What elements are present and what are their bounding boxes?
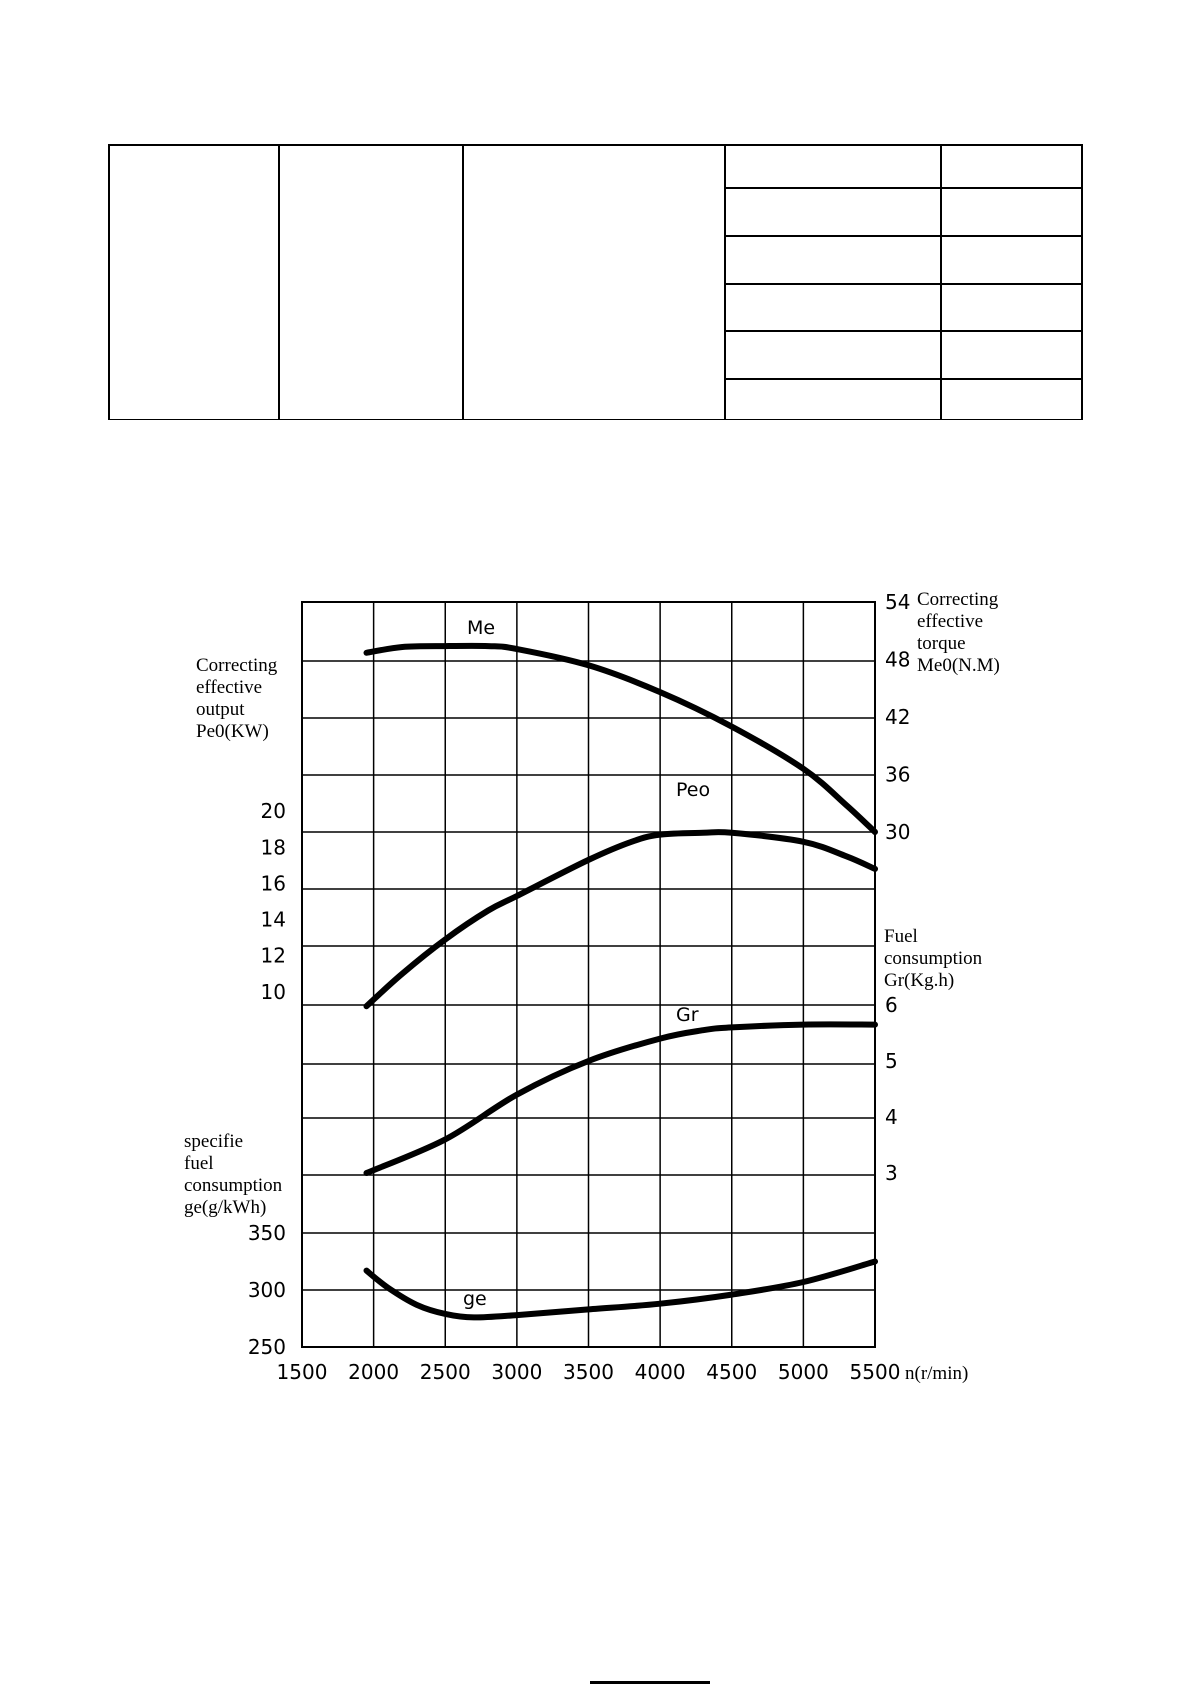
series-label-Me: Me [467, 617, 496, 639]
left-tick-label-Pe0: 12 [260, 943, 286, 968]
x-tick-label: 2000 [348, 1360, 400, 1384]
left-tick-label-Pe0: 10 [260, 979, 286, 1004]
left-tick-label-ge: 300 [247, 1278, 286, 1302]
right-axis-label-Me0: Me0(N.M) [917, 655, 1000, 676]
left-axis-label-ge: specifie [184, 1131, 244, 1152]
left-axis [184, 655, 286, 1359]
left-axis-label-Pe0: Pe0(KW) [196, 721, 269, 742]
left-axis-label-ge: consumption [184, 1175, 283, 1196]
right-tick-label-Gr: 5 [885, 1049, 898, 1073]
x-axis-label: n(r/min) [905, 1363, 969, 1384]
series-line-Me [367, 646, 876, 832]
right-axis [884, 589, 1000, 1185]
series-line-Peo [367, 832, 876, 1006]
x-tick-label: 2500 [419, 1360, 471, 1384]
left-tick-label-Pe0: 20 [260, 799, 286, 824]
right-tick-label-Me0: 42 [885, 705, 911, 729]
left-tick-label-Pe0: 18 [260, 835, 286, 860]
x-tick-label: 4500 [706, 1360, 758, 1384]
left-axis-label-Pe0: Correcting [196, 655, 278, 676]
right-tick-label-Gr: 4 [885, 1105, 898, 1129]
x-axis [277, 1360, 969, 1384]
right-tick-label-Me0: 54 [885, 590, 911, 614]
x-tick-label: 4000 [634, 1360, 686, 1384]
right-axis-label-Me0: torque [917, 633, 966, 654]
right-axis-label-Gr: Gr(Kg.h) [884, 970, 955, 991]
chart-grid [302, 602, 875, 1347]
series-label-Peo: Peo [676, 779, 711, 801]
right-axis-label-Me0: Correcting [917, 589, 999, 610]
series-group [367, 617, 876, 1317]
x-tick-label: 3000 [491, 1360, 543, 1384]
left-axis-label-ge: fuel [184, 1153, 214, 1174]
right-tick-label-Me0: 30 [885, 820, 911, 844]
left-tick-label-ge: 250 [247, 1335, 286, 1359]
right-tick-label-Gr: 3 [885, 1161, 898, 1185]
right-axis-label-Me0: effective [917, 611, 984, 632]
right-tick-label-Me0: 48 [885, 647, 911, 672]
left-axis-label-Pe0: output [196, 699, 245, 720]
page-footer-mark [590, 1677, 710, 1685]
series-line-Gr [367, 1024, 876, 1173]
right-tick-label-Gr: 6 [885, 993, 898, 1017]
left-axis-label-ge: ge(g/kWh) [184, 1197, 267, 1218]
left-tick-label-Pe0: 14 [260, 907, 286, 932]
left-tick-label-Pe0: 16 [260, 871, 286, 896]
right-tick-label-Me0: 36 [885, 762, 911, 787]
x-tick-label: 5000 [777, 1360, 829, 1384]
left-tick-label-ge: 350 [247, 1221, 286, 1245]
series-label-ge: ge [463, 1288, 487, 1310]
right-axis-label-Gr: consumption [884, 948, 983, 969]
x-tick-label: 5500 [849, 1360, 901, 1384]
x-tick-label: 3500 [563, 1360, 614, 1384]
right-axis-label-Gr: Fuel [884, 926, 918, 947]
x-tick-label: 1500 [276, 1360, 328, 1384]
series-label-Gr: Gr [676, 1004, 699, 1026]
left-axis-label-Pe0: effective [196, 677, 263, 698]
